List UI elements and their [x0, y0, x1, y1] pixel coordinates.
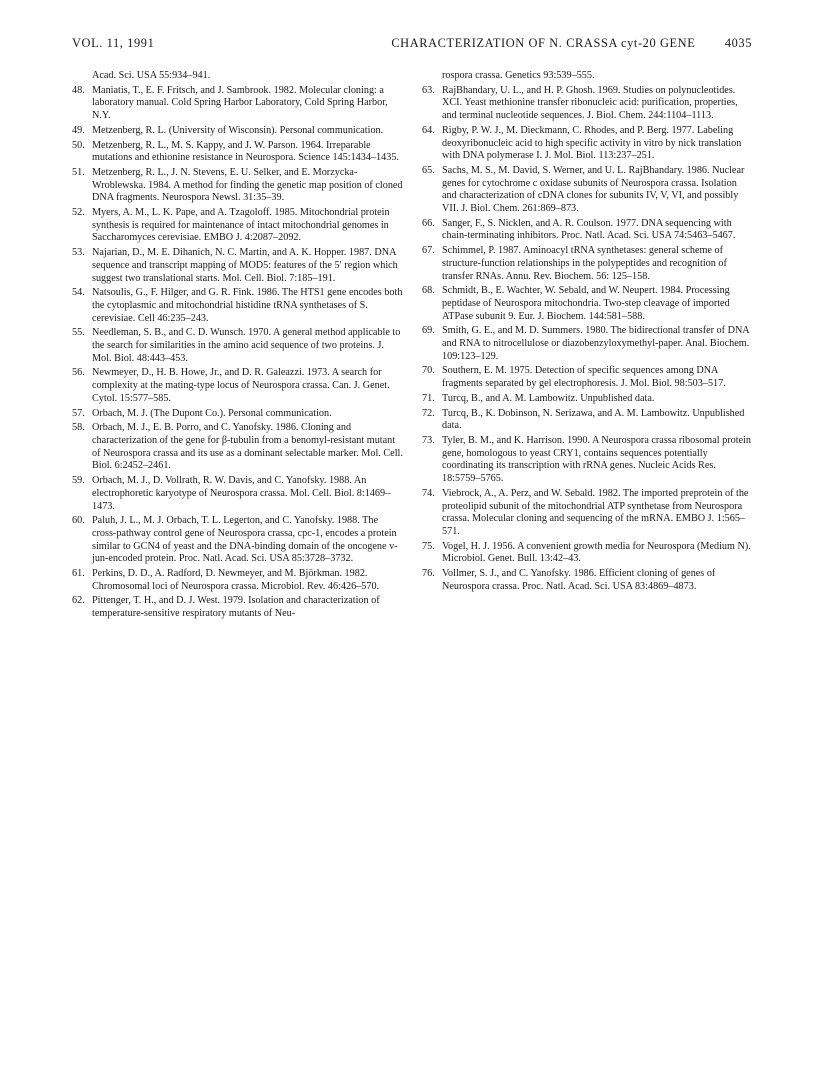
reference-number: 71.: [422, 392, 435, 404]
reference-number: 64.: [422, 124, 435, 136]
reference-entry: [422, 541, 754, 566]
reference-number: 56.: [72, 367, 85, 379]
reference-number: 49.: [72, 124, 85, 136]
reference-text: Turcq, B., and A. M. Lambowitz. Unpublished data.: [442, 392, 655, 404]
reference-text: Perkins, D. D., A. Radford, D. Newmeyer, and M. Björkman. 1982. Chromosomal loci of Neurospora crassa. Microbiol. Rev. 46:426–570.: [92, 568, 380, 592]
reference-number: 59.: [72, 475, 85, 487]
reference-entry: [422, 408, 754, 433]
reference-entry: [422, 325, 754, 363]
reference-entry: [72, 475, 404, 513]
reference-number: 55.: [72, 327, 85, 339]
reference-number: 50.: [72, 139, 85, 151]
reference-text: Viebrock, A., A. Perz, and W. Sebald. 1982. The imported preprotein of the proteolipid subunit of the mitochondrial ATP synthetase from Neurospora crassa. Molecular cloning and sequencing of the mRNA. EMBO J. 1:565–571.: [442, 487, 749, 537]
reference-text: Tyler, B. M., and K. Harrison. 1990. A Neurospora crassa ribosomal protein gene, homologous to yeast CRY1, contains sequences potentially coordinating its transcription with rRNA genes. Nucleic Acids Res. 18:5759–5765.: [442, 434, 751, 485]
reference-number: 67.: [422, 245, 435, 257]
reference-entry: [72, 422, 404, 473]
references-left-column: [72, 70, 404, 623]
reference-text: Needleman, S. B., and C. D. Wunsch. 1970. A general method applicable to the search for similarities in the amino acid sequence of two proteins. J. Mol. Biol. 48:443–453.: [92, 327, 401, 364]
reference-number: 51.: [72, 166, 85, 178]
reference-entry: [72, 125, 404, 138]
reference-text: Acad. Sci. USA 55:934–941.: [92, 70, 211, 81]
reference-text: rospora crassa. Genetics 93:539–555.: [442, 70, 595, 81]
reference-text: Myers, A. M., L. K. Pape, and A. Tzagoloff. 1985. Mitochondrial protein synthesis is required for maintenance of intact mitochondrial genomes in Saccharomyces cerevisiae. EMBO J. 4:2087–2092.: [92, 207, 390, 244]
running-header-volume: VOL. 11, 1991: [72, 36, 155, 50]
reference-entry: [422, 85, 754, 123]
reference-entry: [422, 70, 754, 83]
reference-entry: [422, 365, 754, 390]
reference-entry: [422, 245, 754, 283]
reference-number: 48.: [72, 84, 85, 96]
reference-text: Schimmel, P. 1987. Aminoacyl tRNA synthetases: general scheme of structure-function relationships in the polypeptides and recognition of transfer RNAs. Annu. Rev. Biochem. 56: 125–158.: [442, 245, 727, 282]
reference-text: Rigby, P. W. J., M. Dieckmann, C. Rhodes, and P. Berg. 1977. Labeling deoxyribonucleic acid to high specific activity in vitro by nick translation with DNA polymerase I. J. Mol. Biol. 113:237–251.: [442, 124, 742, 162]
reference-number: 54.: [72, 287, 85, 299]
reference-number: 52.: [72, 207, 85, 219]
reference-text: Sanger, F., S. Nicklen, and A. R. Coulson. 1977. DNA sequencing with chain-terminating inhibitors. Proc. Natl. Acad. Sci. USA 74:5463–5467.: [442, 217, 736, 242]
reference-entry: [422, 435, 754, 486]
reference-entry: [72, 247, 404, 285]
reference-entry: [422, 165, 754, 216]
reference-text: Najarian, D., M. E. Dihanich, N. C. Martin, and A. K. Hopper. 1987. DNA sequence and transcript mapping of MOD5: features of the 5′ region which suggest two translational starts. Mol. Cell. Biol. 7:185–191.: [92, 247, 398, 284]
reference-entry: [422, 393, 754, 406]
reference-entry: [72, 367, 404, 405]
reference-number: 68.: [422, 285, 435, 297]
reference-number: 69.: [422, 325, 435, 337]
reference-number: 73.: [422, 434, 435, 446]
reference-number: 61.: [72, 568, 85, 580]
reference-text: RajBhandary, U. L., and H. P. Ghosh. 1969. Studies on polynucleotides. XCI. Yeast methionine transfer ribonucleic acid: purification, properties, and terminal nucleotide sequences. J. Biol. Chem. 244:1104–1113.: [442, 84, 738, 122]
reference-number: 76.: [422, 568, 435, 580]
running-header-title: [391, 36, 752, 51]
reference-text: Maniatis, T., E. F. Fritsch, and J. Sambrook. 1982. Molecular cloning: a laboratory manual. Cold Spring Harbor Laboratory, Cold Spring Harbor, N.Y.: [92, 84, 388, 122]
reference-text: Metzenberg, R. L., J. N. Stevens, E. U. Selker, and E. Morzycka-Wroblewska. 1984. A method for finding the genetic map position of cloned DNA fragments. Neurospora Newsl. 31:35–39.: [92, 166, 403, 204]
reference-text: Metzenberg, R. L. (University of Wisconsin). Personal communication.: [92, 124, 384, 136]
reference-number: 62.: [72, 595, 85, 607]
reference-entry: [72, 287, 404, 325]
reference-number: 74.: [422, 487, 435, 499]
reference-number: 70.: [422, 365, 435, 377]
reference-text: Vogel, H. J. 1956. A convenient growth media for Neurospora (Medium N). Microbiol. Genet. Bull. 13:42–43.: [442, 540, 751, 565]
reference-entry: [422, 488, 754, 539]
reference-entry: [72, 595, 404, 620]
reference-number: 53.: [72, 247, 85, 259]
reference-entry: [72, 85, 404, 123]
reference-text: Newmeyer, D., H. B. Howe, Jr., and D. R. Galeazzi. 1973. A search for complexity at the mating-type locus of Neurospora crassa. Can. J. Genet. Cytol. 15:577–585.: [92, 367, 390, 404]
reference-number: 72.: [422, 407, 435, 419]
reference-text: Turcq, B., K. Dobinson, N. Serizawa, and A. M. Lambowitz. Unpublished data.: [442, 407, 745, 432]
reference-text: Orbach, M. J. (The Dupont Co.). Personal communication.: [92, 407, 332, 419]
reference-text: Pittenger, T. H., and D. J. West. 1979. Isolation and characterization of temperature-sensitive respiratory mutants of Neu-: [92, 595, 380, 620]
reference-entry: [72, 327, 404, 365]
reference-entry: [72, 515, 404, 566]
page-number: 4035: [724, 36, 752, 50]
running-header-title-text: CHARACTERIZATION OF N. CRASSA cyt-20 GENE: [391, 36, 696, 50]
reference-entry: [422, 568, 754, 593]
reference-text: Natsoulis, G., F. Hilger, and G. R. Fink. 1986. The HTS1 gene encodes both the cytoplasmic and mitochondrial histidine tRNA synthetases of S. cerevisiae. Cell 46:235–243.: [92, 287, 403, 324]
reference-text: Southern, E. M. 1975. Detection of specific sequences among DNA fragments separated by gel electrophoresis. J. Mol. Biol. 98:503–517.: [442, 365, 726, 390]
reference-text: Metzenberg, R. L., M. S. Kappy, and J. W. Parson. 1964. Irreparable mutations and ethionine resistance in Neurospora. Science 145:1434–1435.: [92, 139, 399, 164]
reference-entry: [72, 140, 404, 165]
reference-text: Orbach, M. J., D. Vollrath, R. W. Davis, and C. Yanofsky. 1988. An electrophoretic karyotype of Neurospora crassa. Mol. Cell. Biol. 8:1469–1473.: [92, 475, 391, 512]
reference-entry: [72, 167, 404, 205]
reference-number: 66.: [422, 217, 435, 229]
reference-text: Orbach, M. J., E. B. Porro, and C. Yanofsky. 1986. Cloning and characterization of the gene for β-tubulin from a benomyl-resistant mutant of Neurospora crassa and its use as a dominant selectable marker. Mol. Cell. Biol. 6:2452–2461.: [92, 422, 403, 472]
reference-text: Paluh, J. L., M. J. Orbach, T. L. Legerton, and C. Yanofsky. 1988. The cross-pathway control gene of Neurospora crassa, cpc-1, encodes a protein similar to GCN4 of yeast and the DNA-binding domain of the oncogene v-jun-encoded protein. Proc. Natl. Acad. Sci. USA 85:3728–3732.: [92, 515, 398, 565]
reference-entry: [422, 125, 754, 163]
reference-entry: [422, 285, 754, 323]
reference-entry: [72, 70, 404, 83]
reference-number: 60.: [72, 515, 85, 527]
reference-number: 75.: [422, 540, 435, 552]
reference-entry: [72, 408, 404, 421]
references-right-column: [422, 70, 754, 595]
reference-number: 58.: [72, 422, 85, 434]
reference-entry: [72, 568, 404, 593]
reference-entry: [422, 218, 754, 243]
reference-text: Smith, G. E., and M. D. Summers. 1980. The bidirectional transfer of DNA and RNA to nitrocellulose or diazobenzyloxymethyl-paper. Anal. Biochem. 109:123–129.: [442, 325, 750, 362]
reference-text: Vollmer, S. J., and C. Yanofsky. 1986. Efficient cloning of genes of Neurospora crassa. Proc. Natl. Acad. Sci. USA 83:4869–4873.: [442, 568, 716, 592]
reference-text: Schmidt, B., E. Wachter, W. Sebald, and W. Neupert. 1984. Processing peptidase of Neurospora mitochondria. Two-step cleavage of imported ATPase subunit 9. Eur. J. Biochem. 144:581–588.: [442, 285, 730, 322]
reference-number: 63.: [422, 84, 435, 96]
reference-text: Sachs, M. S., M. David, S. Werner, and U. L. RajBhandary. 1986. Nuclear genes for cytochrome c oxidase subunits of Neurospora crassa. Isolation and characterization of cDNA clones for subunits IV, V, VI, and possibly VII. J. Biol. Chem. 261:869–873.: [442, 164, 745, 215]
reference-number: 65.: [422, 164, 435, 176]
reference-entry: [72, 207, 404, 245]
reference-number: 57.: [72, 407, 85, 419]
